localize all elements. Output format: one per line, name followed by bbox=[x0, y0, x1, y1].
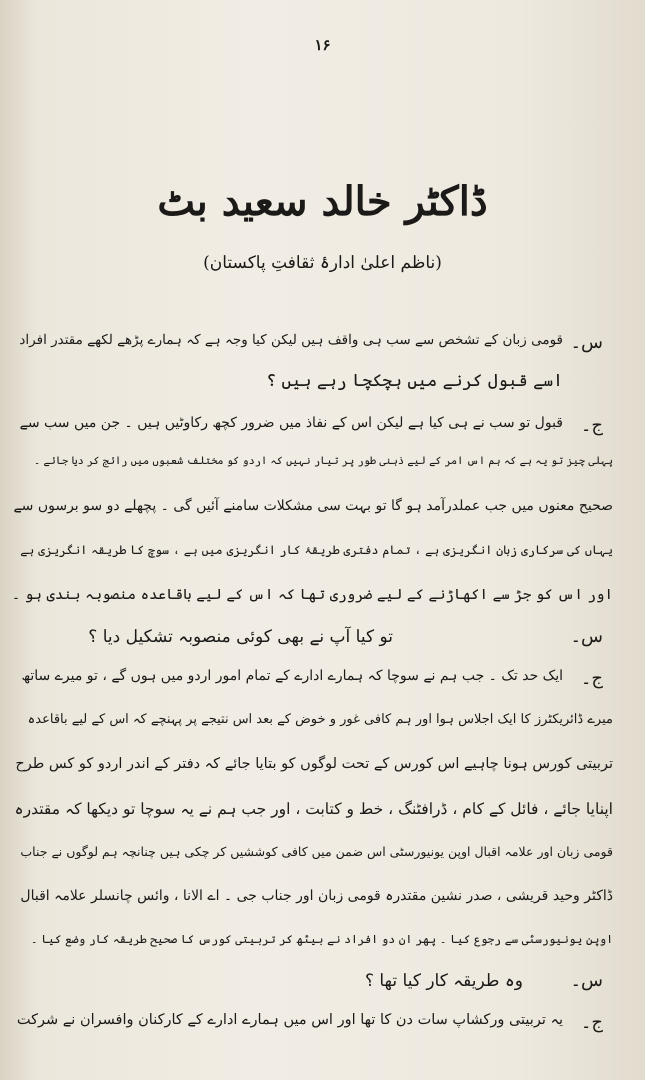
text-line: ایک حد تک ۔ جب ہم نے سوچا کہ ہمارے ادارے کے تمام امور اردو میں ہوں گے ، تو میرے ساتھ bbox=[21, 668, 563, 684]
text-line: میرے ڈائریکٹرز کا ایک اجلاس ہوا اور ہم کافی غور و خوض کے بعد اس نتیجے پر پہنچے کہ اس کے لیے باقاعدہ bbox=[27, 712, 613, 727]
page-subtitle: (ناظم اعلیٰ ادارۂ ثقافتِ پاکستان) bbox=[203, 253, 442, 273]
answer-block bbox=[16, 1012, 603, 1042]
answer-marker: ج۔ bbox=[580, 1012, 603, 1033]
text-line: قبول تو سب نے ہی کیا ہے لیکن اس کے نفاذ میں ضرور کچھ رکاوٹیں ہیں ۔ جن میں سب سے bbox=[19, 415, 563, 431]
text-line: اوپن یونیورسٹی سے رجوع کیا ۔ پھر ان دو افراد نے بیٹھ کر تربیتی کورس کا صحیح طریقہ کار وضع کیا ۔ bbox=[30, 932, 613, 946]
question-block bbox=[43, 970, 603, 1000]
answer-marker: ج۔ bbox=[580, 415, 603, 436]
text-line: ڈاکٹر وحید قریشی ، صدر نشین مقتدرہ قومی زبان اور جناب جی ۔ اے الانا ، وائس چانسلر علامہ اقبال bbox=[20, 888, 613, 904]
question-marker: س۔ bbox=[570, 332, 603, 353]
text-line: اپنایا جائے ، فائل کے کام ، ڈرافٹنگ ، خط و کتابت ، اور جب ہم نے یہ سوچا تو دیکھا کہ مقتدرہ bbox=[14, 800, 613, 818]
text-line: قومی زبان کے تشخص سے سب ہی واقف ہیں لیکن کیا وجہ ہے کہ ہمارے پڑھے لکھے مقتدر افراد bbox=[19, 332, 563, 348]
answer-marker: ج۔ bbox=[580, 668, 603, 689]
question-marker: س۔ bbox=[570, 970, 603, 991]
text-line: یہ تربیتی ورکشاپ سات دن کا تھا اور اس میں ہمارے ادارے کے کارکنان وافسران نے شرکت bbox=[16, 1012, 563, 1028]
text-line: یہاں کی سرکاری زبان انگریزی ہے ، تمام دفتری طریقۂ کار انگریزی میں ہے ، سوچ کا طریقہ انگریزی ہے bbox=[20, 543, 613, 557]
page-number: ۱۶ bbox=[314, 36, 331, 54]
question-block bbox=[19, 332, 603, 402]
text-line: قومی زبان اور علامہ اقبال اوپن یونیورسٹی اس ضمن میں کافی کوششیں کر چکی ہیں چنانچہ ہم لوگوں نے جناب bbox=[20, 844, 613, 859]
question-marker: س۔ bbox=[570, 626, 603, 647]
text-line: وہ طریقہ کار کیا تھا ؟ bbox=[364, 971, 523, 991]
page-title: ڈاکٹر خالد سعید بٹ bbox=[157, 178, 488, 225]
answer-block bbox=[11, 415, 613, 605]
answer-block bbox=[14, 668, 613, 958]
text-line: تربیتی کورس ہونا چاہیے اس کورس کے تحت لوگوں کو بتایا جائے کہ دفتر کے اندر اردو کو کس طرح bbox=[15, 756, 613, 772]
text-line: پہلی چیز تو یہ ہے کہ ہم اس امر کے لیے ذہنی طور پر تیار نہیں کہ اردو کو مختلف شعبوں میں رائج کر دیا جائے ۔ bbox=[34, 455, 613, 467]
text-line: تو کیا آپ نے بھی کوئی منصوبہ تشکیل دیا ؟ bbox=[88, 627, 393, 647]
question-block bbox=[43, 626, 603, 656]
text-line: اسے قبول کرنے میں ہچکچا رہے ہیں ؟ bbox=[266, 371, 563, 391]
text-line: صحیح معنوں میں جب عملدرآمد ہو گا تو بہت سی مشکلات سامنے آئیں گی ۔ پچھلے دو سو برسوں سے bbox=[13, 498, 613, 514]
text-line: اور اس کو جڑ سے اکھاڑنے کے لیے ضروری تھا کہ اس کے لیے باقاعدہ منصوبہ بندی ہو ۔ bbox=[11, 587, 613, 603]
